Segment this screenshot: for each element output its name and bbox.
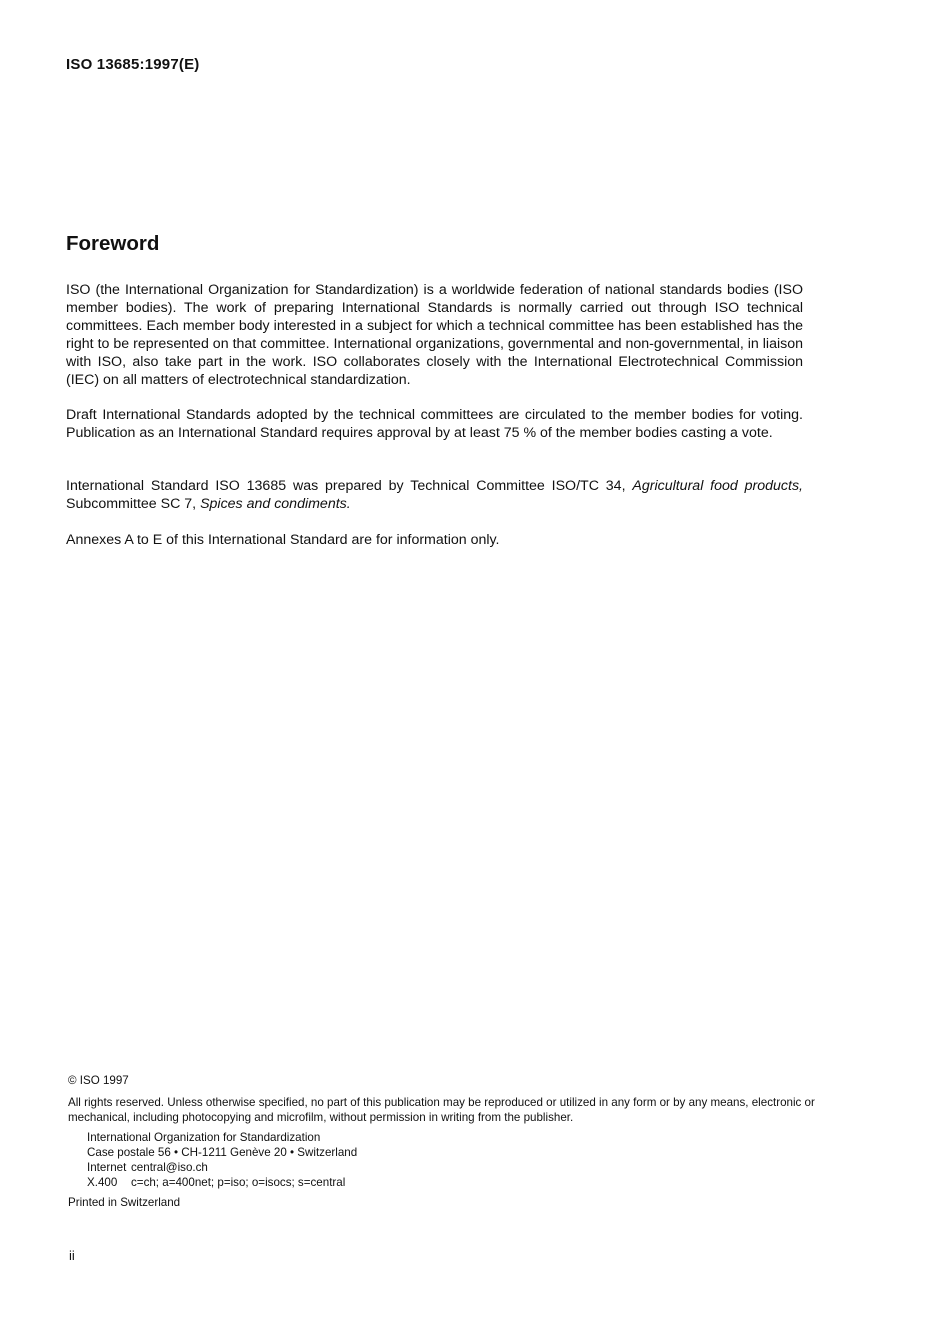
copyright-notice: © ISO 1997 — [68, 1074, 129, 1087]
subcommittee-name: Spices and condiments. — [200, 496, 351, 512]
postal-address: Case postale 56 • CH-1211 Genève 20 • Switzerland — [87, 1146, 358, 1159]
paragraph-3-text-middle: Subcommittee SC 7, — [66, 496, 201, 512]
internet-label: Internet — [87, 1161, 127, 1174]
foreword-paragraph-4: Annexes A to E of this International Standard are for information only. — [66, 532, 500, 548]
paragraph-3-text-start: International Standard ISO 13685 was prepared by Technical Committee ISO/TC 34, — [66, 478, 633, 494]
foreword-title: Foreword — [66, 232, 160, 255]
publisher-address — [87, 1130, 826, 1190]
organization-name: International Organization for Standardization — [87, 1131, 321, 1144]
x400-line — [87, 1175, 826, 1190]
rights-statement: All rights reserved. Unless otherwise specified, no part of this publication may be reproduced or utilized in any form or by any means, electronic or mechanical, including photocopying and microfilm, without permission in writing from the publisher. — [68, 1096, 815, 1124]
x400-address: c=ch; a=400net; p=iso; o=isocs; s=central — [131, 1176, 346, 1189]
copyright-footer — [66, 1073, 826, 1210]
foreword-paragraph-1: ISO (the International Organization for Standardization) is a worldwide federation of national standards bodies (ISO member bodies). The work of preparing International Standards is normally carried out through ISO technical committees. Each member body interested in a subject for which a technical committee has been established has the right to be represented on that committee. International organizations, governmental and non-governmental, in liaison with ISO, also take part in the work. ISO collaborates closely with the International Electrotechnical Commission (IEC) on all matters of electrotechnical standardization. — [66, 282, 803, 388]
committee-name: Agricultural food products, — [632, 478, 804, 494]
internet-line — [87, 1160, 826, 1175]
x400-label: X.400 — [87, 1176, 118, 1189]
email-address: central@iso.ch — [131, 1161, 208, 1174]
printed-location: Printed in Switzerland — [68, 1196, 181, 1209]
page-number: ii — [69, 1248, 75, 1263]
foreword-paragraph-2: Draft International Standards adopted by the technical committees are circulated to the member bodies for voting. Publication as an International Standard requires approval by at least 75 % of the member bodies casting a vote. — [66, 407, 803, 441]
foreword-paragraph-3 — [66, 477, 803, 513]
document-id: ISO 13685:1997(E) — [66, 56, 200, 73]
